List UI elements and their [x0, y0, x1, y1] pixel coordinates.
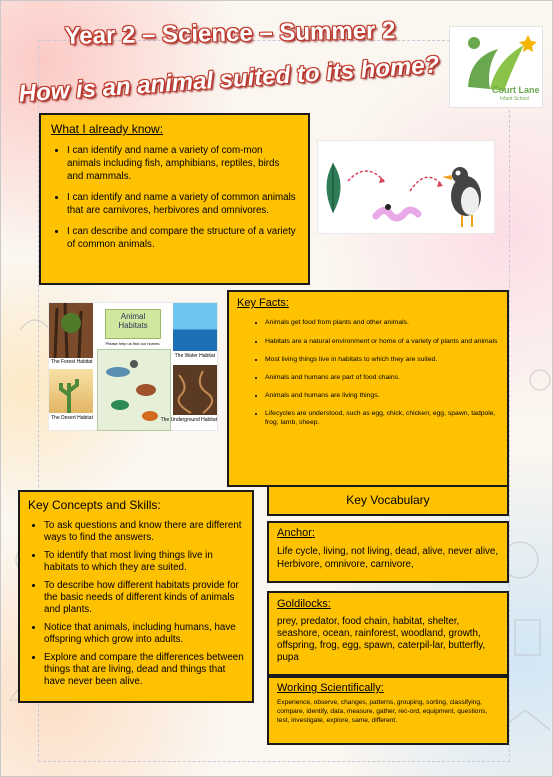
logo-icon: [450, 27, 542, 107]
key-vocabulary-heading: Key Vocabulary: [267, 485, 509, 516]
logo-subtitle: Infant School: [500, 96, 530, 102]
goldilocks-heading: Goldilocks:: [277, 598, 331, 610]
habitat-label: The Underground Habitat: [160, 417, 217, 423]
anchor-panel: [267, 521, 509, 583]
list-item: • To describe how different habitats provide for the basic needs of different kinds of animals and plants.: [44, 580, 244, 616]
key-facts-heading: Key Facts:: [237, 297, 289, 309]
list-item: • Most living things live in habitats to which they are suited.: [265, 355, 499, 364]
key-facts-panel: [227, 290, 509, 487]
list-item: • I can identify and name a variety of com-mon animals including fish, amphibians, reptiles, birds and mammals.: [67, 144, 298, 183]
list-item: • Animals get food from plants and other animals.: [265, 318, 499, 327]
habitat-label: The Water Habitat: [174, 353, 215, 359]
anchor-text: Life cycle, living, not living, dead, alive, never alive, Herbivore, omnivore, carnivore,: [277, 546, 499, 570]
food-chain-icon: [318, 141, 494, 233]
habitat-label: The Desert Habitat: [51, 415, 93, 421]
working-scientifically-text: Experience, observe, changes, patterns, grouping, sorting, classifying, compare, identify, data, measure, gather, rec-ord, equipment, questions, test, investigate, explore, same, different.: [277, 699, 488, 724]
page-title: Year 2 – Science – Summer 2: [64, 17, 396, 50]
key-concepts-panel: [18, 490, 254, 703]
already-know-heading: What I already know:: [51, 122, 164, 136]
key-concepts-heading: Key Concepts and Skills:: [28, 498, 161, 512]
goldilocks-panel: [267, 591, 509, 676]
forest-habitat-image: [49, 303, 93, 358]
anchor-heading: Anchor:: [277, 527, 315, 539]
already-know-panel: [39, 113, 310, 285]
habitat-label: The Forest Habitat: [51, 359, 93, 365]
list-item: • Habitats are a natural environment or home of a variety of plants and animals: [265, 337, 499, 346]
list-item: • Notice that animals, including humans, have offspring which grow into adults.: [44, 622, 244, 646]
working-scientifically-panel: [267, 676, 509, 745]
list-item: • Lifecycles are understood, such as egg, chick, chicken; egg, spawn, tadpole, frog; lamb, sheep.: [265, 409, 499, 427]
habitat-caption: Please help us find our homes.: [105, 341, 161, 346]
habitat-sign: Animal Habitats: [105, 309, 161, 339]
desert-habitat-image: [49, 369, 93, 413]
food-chain-illustration: [317, 140, 495, 234]
school-logo: [449, 26, 543, 108]
list-item: • Animals and humans are part of food chains.: [265, 373, 499, 382]
list-item: • I can identify and name a variety of common animals that are carnivores, herbivores and omnivores.: [67, 191, 298, 217]
water-habitat-image: [173, 303, 217, 351]
list-item: • To ask questions and know there are different ways to find the answers.: [44, 520, 244, 544]
logo-name: Court Lane: [492, 85, 540, 95]
underground-habitat-image: [173, 365, 217, 415]
list-item: • Explore and compare the differences between things that are living, dead and things that have never been alive.: [44, 652, 244, 688]
list-item: • Animals and humans are living things.: [265, 391, 499, 400]
habitats-illustration: [48, 302, 218, 431]
list-item: • I can describe and compare the structure of a variety of common animals.: [67, 225, 298, 251]
working-scientifically-heading: Working Scientifically:: [277, 682, 384, 694]
list-item: • To identify that most living things live in habitats to which they are suited.: [44, 550, 244, 574]
page-question: How is an animal suited to its home?: [17, 51, 441, 108]
goldilocks-text: prey, predator, food chain, habitat, shelter, seashore, ocean, rainforest, woodland, growth, offspring, frog, egg, spawn, caterpil-lar, butterfly, pupa: [277, 616, 486, 663]
